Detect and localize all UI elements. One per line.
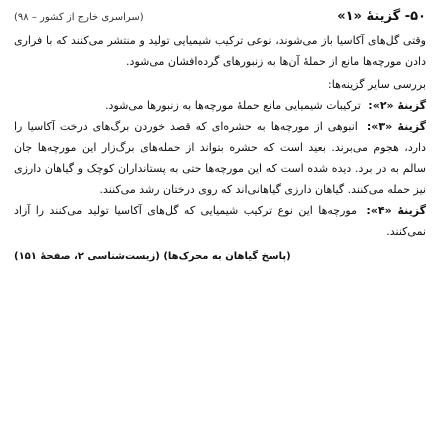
option-2-label: گزینهٔ «۲»: xyxy=(368,99,426,112)
option-4-label: گزینهٔ «۴»: xyxy=(366,204,427,217)
option-4-explanation xyxy=(14,200,426,242)
option-2-text: ترکیبات شیمیایی مانع حملهٔ مورچه‌ها به زنبورها می‌شود. xyxy=(105,99,361,112)
option-3-text: انبوهی از مورچه‌ها به حشره‌ای که قصد خوردن برگ‌های درخت آکاسیا را دارد، هجوم می‌برند. بعید است که حشره بتواند از حمله‌های برگ‌زار این مورچه‌ها جان سالم به در برد. دیده شده است که این مورچه‌ها حتی به پستانداران کوچک و گیاهان دارزی نیز حمله می‌کنند. گیاهان دارزی گیاهانی‌اند که روی درختان رشد می‌کنند. xyxy=(14,120,426,196)
option-3-label: گزینهٔ «۳»: xyxy=(366,120,427,133)
reference-text: (پاسخ گیاهان به محرک‌ها) (زیست‌شناسی ۲، صفحهٔ ۱۵۱) xyxy=(14,251,291,262)
option-3-explanation xyxy=(14,116,426,200)
reference-footer xyxy=(14,246,426,267)
option-4-text: مورچه‌ها این نوع ترکیب شیمیایی که گل‌های آکاسیا تولید می‌کنند را آزاد نمی‌کنند. xyxy=(14,204,426,238)
question-header xyxy=(14,6,426,30)
review-heading: بررسی سایر گزینه‌ها: xyxy=(328,78,426,91)
question-title: ۵۰- گزینهٔ «۱» xyxy=(337,9,426,24)
answer-explanation xyxy=(14,6,426,267)
explanation-intro: وقتی گل‌های آکاسیا باز می‌شوند، نوعی ترکیب شیمیایی تولید و منتشر می‌کنند که با فراری دادن مورچه‌ها مانع از حملهٔ آن‌ها به زنبورهای گرده‌افشان می‌شود. xyxy=(14,34,426,68)
question-source: (سراسری خارج از کشور – ۹۸) xyxy=(14,12,144,23)
option-2-explanation xyxy=(14,95,426,116)
